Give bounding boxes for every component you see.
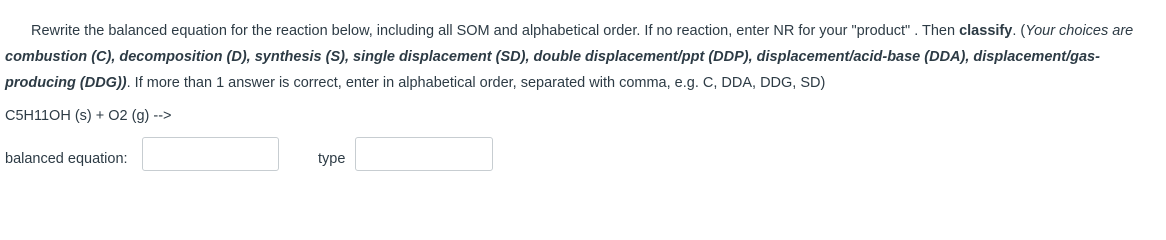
reaction-equation: C5H11OH (s) + O2 (g) -->: [5, 108, 172, 124]
classify-keyword: classify: [959, 23, 1013, 39]
question-text: [5, 18, 1155, 96]
choices-list: combustion (C), decomposition (D), synthesis (S), single displacement (SD), double displacement/ppt (DDP), displacement/acid-base (DDA), displacement/gas-producing (DDG)): [5, 49, 1100, 91]
type-input[interactable]: [355, 137, 493, 171]
balanced-equation-input[interactable]: [142, 137, 279, 171]
instruction-tail: . If more than 1 answer is correct, enter in alphabetical order, separated with comma, e.g. C, DDA, DDG, SD): [126, 75, 826, 91]
instruction-punct: . (: [1012, 23, 1026, 39]
balanced-equation-label: balanced equation:: [5, 151, 128, 167]
type-label: type: [318, 151, 346, 167]
answer-row: [5, 137, 1155, 173]
choices-prefix: Your choices are: [1025, 23, 1134, 39]
instruction-text: Rewrite the balanced equation for the reaction below, including all SOM and alphabetical order. If no reaction, enter NR for your "product" . Then: [31, 23, 960, 39]
